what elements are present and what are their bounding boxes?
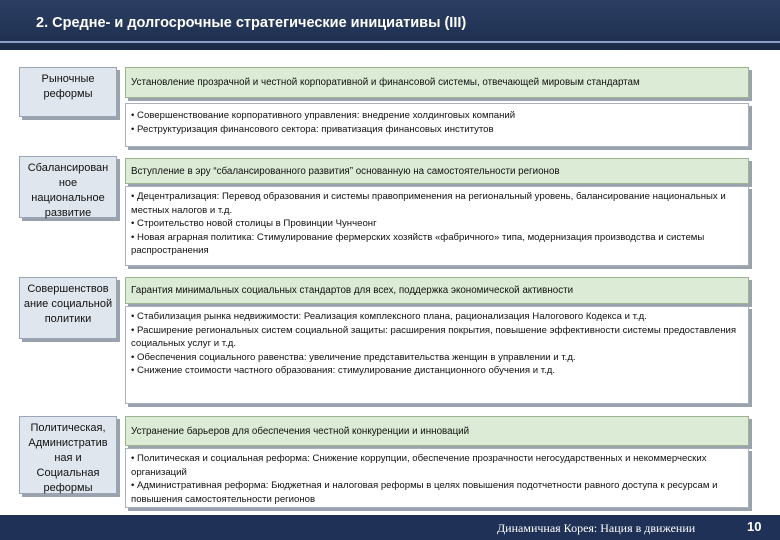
category-label: Сбалансирован ное национальное развитие bbox=[27, 162, 109, 219]
detail-item: • Расширение региональных систем социальной защиты: расширения покрытия, повышение эффективности системы предоставления социальных услуг и т.д. bbox=[131, 324, 737, 349]
title-bar bbox=[0, 0, 780, 50]
detail-item: • Строительство новой столицы в Провинции Чунчеонг bbox=[131, 218, 377, 229]
goal-text: Гарантия минимальных социальных стандартов для всех, поддержка экономической активности bbox=[131, 285, 574, 296]
title-rule bbox=[0, 41, 780, 43]
footer-slogan: Динамичная Корея: Нация в движении bbox=[497, 521, 696, 535]
detail-item: • Обеспечения социального равенства: увеличение представительства женщин в управлении и т.д. bbox=[131, 351, 576, 363]
footer-bar bbox=[0, 515, 780, 540]
goal-box bbox=[125, 416, 749, 446]
category-label: Совершенствов ание социальной политики bbox=[23, 283, 113, 325]
detail-item: • Реструктуризация финансового сектора: приватизация финансовых институтов bbox=[131, 123, 494, 135]
category-social-policy bbox=[19, 277, 117, 339]
category-label: Рыночные реформы bbox=[41, 73, 95, 100]
goal-text: Вступление в эру “сбалансированного развития” основанную на самостоятельности регионов bbox=[131, 165, 560, 177]
category-market-reforms bbox=[19, 67, 117, 117]
detail-item: • Децентрализация: Перевод образования и системы правоприменения на региональный уровень, балансирование национальных и местных налогов и т.д. bbox=[131, 191, 726, 216]
page-number: 10 bbox=[747, 519, 762, 534]
detail-item: • Стабилизация рынка недвижимости: Реализация комплексного плана, рационализация Налогового Кодекса и т.д. bbox=[131, 311, 647, 322]
goal-text: Установление прозрачной и честной корпоративной и финансовой системы, отвечающей мировым стандартам bbox=[131, 77, 640, 88]
detail-item: • Административная реформа: Бюджетная и налоговая реформы в целях повышения подотчетности равного доступа к ресурсам и повышения самостоятельности регионов bbox=[131, 480, 718, 505]
details-box bbox=[125, 448, 749, 508]
category-balanced-development bbox=[19, 156, 117, 218]
details-box bbox=[125, 186, 749, 266]
detail-item: • Новая аграрная политика: Стимулирование фермерских хозяйств «фабричного» типа, модернизация производства и системы распространения bbox=[131, 231, 705, 256]
goal-text: Устранение барьеров для обеспечения честной конкуренции и инноваций bbox=[131, 425, 470, 437]
goal-box bbox=[125, 158, 749, 184]
detail-item: • Снижение стоимости частного образования: стимулирование дистанционного обучения и т.д. bbox=[131, 365, 556, 376]
slide-title: 2. Средне- и долгосрочные стратегические инициативы (III) bbox=[36, 15, 467, 31]
category-label: Политическая, Административ ная и Социальная реформы bbox=[28, 422, 108, 494]
details-box bbox=[125, 306, 749, 404]
detail-item: • Совершенствование корпоративного управления: внедрение холдинговых компаний bbox=[131, 110, 516, 121]
detail-item: • Политическая и социальная реформа: Снижение коррупции, обеспечение прозрачности негосударственных и некоммерческих организаций bbox=[131, 453, 707, 478]
details-box bbox=[125, 103, 749, 147]
goal-box bbox=[125, 67, 749, 98]
goal-box bbox=[125, 277, 749, 304]
category-political-reforms bbox=[19, 416, 117, 494]
